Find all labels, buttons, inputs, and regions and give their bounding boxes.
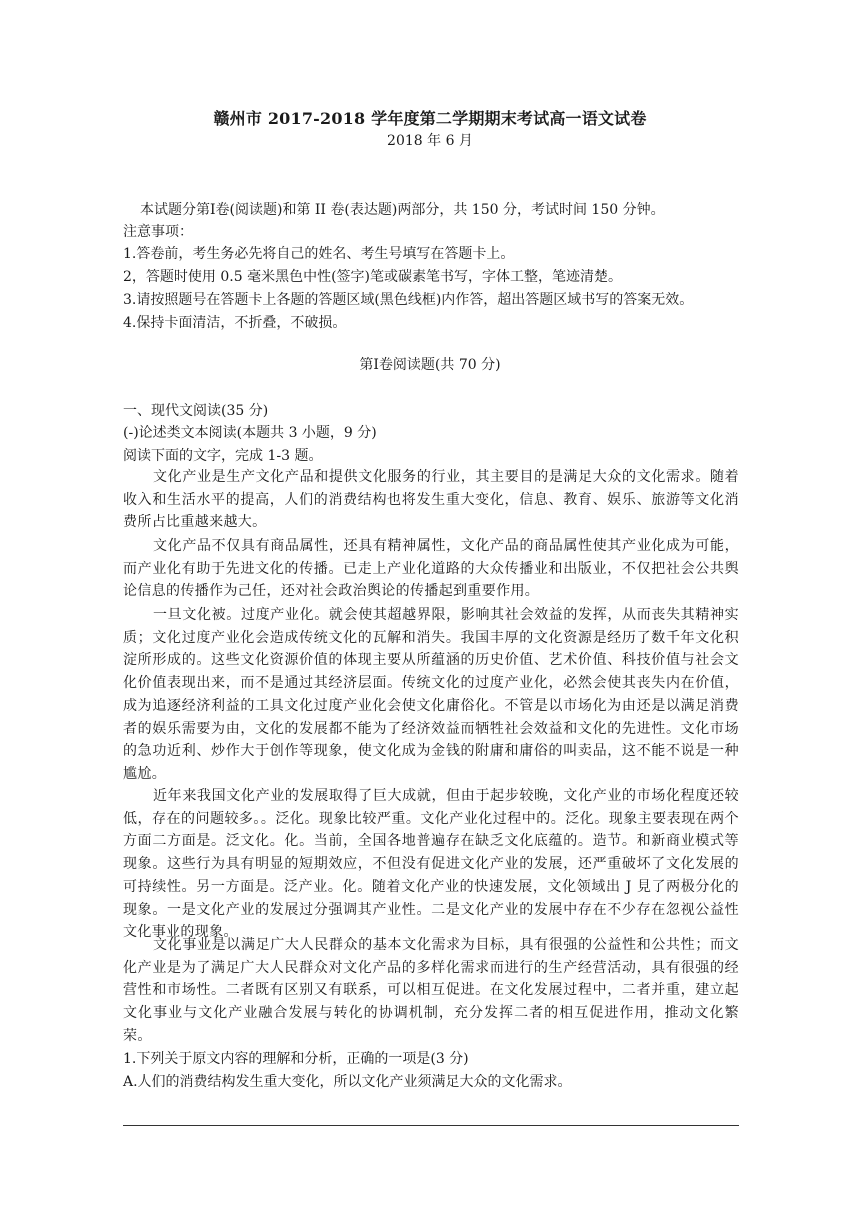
- passage-paragraph: 一旦文化被。过度产业化。就会使其超越界限，影响其社会效益的发挥，从而丧失其精神实质；文化过度产业化会造成传统文化的瓦解和消失。我国丰厚的文化资源是经历了数千年文化积淀所形成的。这些文化资源价值的体现主要从所蕴涵的历史价值、艺术价值、科技价值与社会文化价值表现出来，而不是通过其经济层面。传统文化的过度产业化，必然会使其丧失内在价值，成为追逐经济利益的工具文化过度产业化会使文化庸俗化。不管是以市场化为由还是以满足消费者的娱乐需要为由，文化的发展都不能为了经济效益而牺牲社会效益和文化的先进性。文化市场的急功近利、炒作大于创作等现象，使文化成为金钱的附庸和庸俗的叫卖品，这不能不说是一种尴尬。: [123, 607, 739, 782]
- exam-date: 2018 年 6 月: [387, 133, 473, 149]
- notice-item: 1.答卷前，考生务必先将自己的姓名、考生号填写在答题卡上。: [123, 246, 515, 262]
- question-option-a: A.人们的消费结构发生重大变化，所以文化产业须满足大众的文化需求。: [123, 1074, 572, 1090]
- volume-title: 第Ⅰ卷阅读题(共 70 分): [359, 357, 501, 373]
- section-subtitle: (-)论述类文本阅读(本题共 3 小题，9 分): [123, 425, 377, 441]
- section-title: 一、现代文阅读(35 分): [123, 403, 269, 419]
- instructions-intro: 本试题分第Ⅰ卷(阅读题)和第 II 卷(表达题)两部分，共 150 分，考试时间 150 分钟。: [140, 202, 665, 218]
- passage-paragraph: 文化事业是以满足广大人民群众的基本文化需求为目标，具有很强的公益性和公共性；而文化产业是为了满足广大人民群众对文化产品的多样化需求而进行的生产经营活动，具有很强的经营性和市场性。二者既有区别又有联系，可以相互促进。在文化发展过程中，二者并重，建立起文化事业与文化产业融合发展与转化的协调机制，充分发挥二者的相互促进作用，推动文化繁荣。: [123, 937, 739, 1044]
- notice-item: 4.保持卡面清洁，不折叠，不破损。: [123, 315, 347, 331]
- section-direction: 阅读下面的文字，完成 1-3 题。: [123, 448, 323, 464]
- notice-label: 注意事项：: [123, 224, 193, 240]
- question-stem: 1.下列关于原文内容的理解和分析，正确的一项是(3 分): [123, 1051, 469, 1067]
- passage-paragraph: 文化产品不仅具有商品属性，还具有精神属性，文化产品的商品属性使其产业化成为可能，而产业化有助于先进文化的传播。已走上产业化道路的大众传播业和出版业，不仅把社会公共舆论信息的传播作为己任，还对社会政治舆论的传播起到重要作用。: [123, 538, 739, 600]
- passage-paragraph: 文化产业是生产文化产品和提供文化服务的行业，其主要目的是满足大众的文化需求。随着收入和生活水平的提高，人们的消费结构也将发生重大变化，信息、教育、娱乐、旅游等文化消费所占比重越来越大。: [123, 469, 739, 531]
- passage-paragraph: 近年来我国文化产业的发展取得了巨大成就，但由于起步较晚，文化产业的市场化程度还较低，存在的问题较多。。泛化。现象比较严重。文化产业化过程中的。泛化。现象主要表现在两个方面二方面是。泛文化。化。当前，全国各地普遍存在缺乏文化底蕴的。造节。和新商业模式等现象。这些行为具有明显的短期效应，不但没有促进文化产业的发展，还严重破坏了文化发展的可持续性。另一方面是。泛产业。化。随着文化产业的快速发展，文化领域出 J 見了两极分化的现象。一是文化产业的发展过分强调其产业性。二是文化产业的发展中存在不少存在忽视公益性文化事业的现象。: [123, 788, 739, 941]
- exam-title: 赣州市 2017-2018 学年度第二学期期末考试高一语文试卷: [213, 109, 647, 128]
- notice-item: 3.请按照题号在答题卡上各题的答题区域(黑色线框)内作答，超出答题区域书写的答案无效。: [123, 292, 694, 308]
- notice-item: 2，答题时使用 0.5 毫米黑色中性(签字)笔或碳素笔书写，字体工整，笔迹清楚。: [123, 269, 622, 285]
- footer-divider: [123, 1125, 739, 1126]
